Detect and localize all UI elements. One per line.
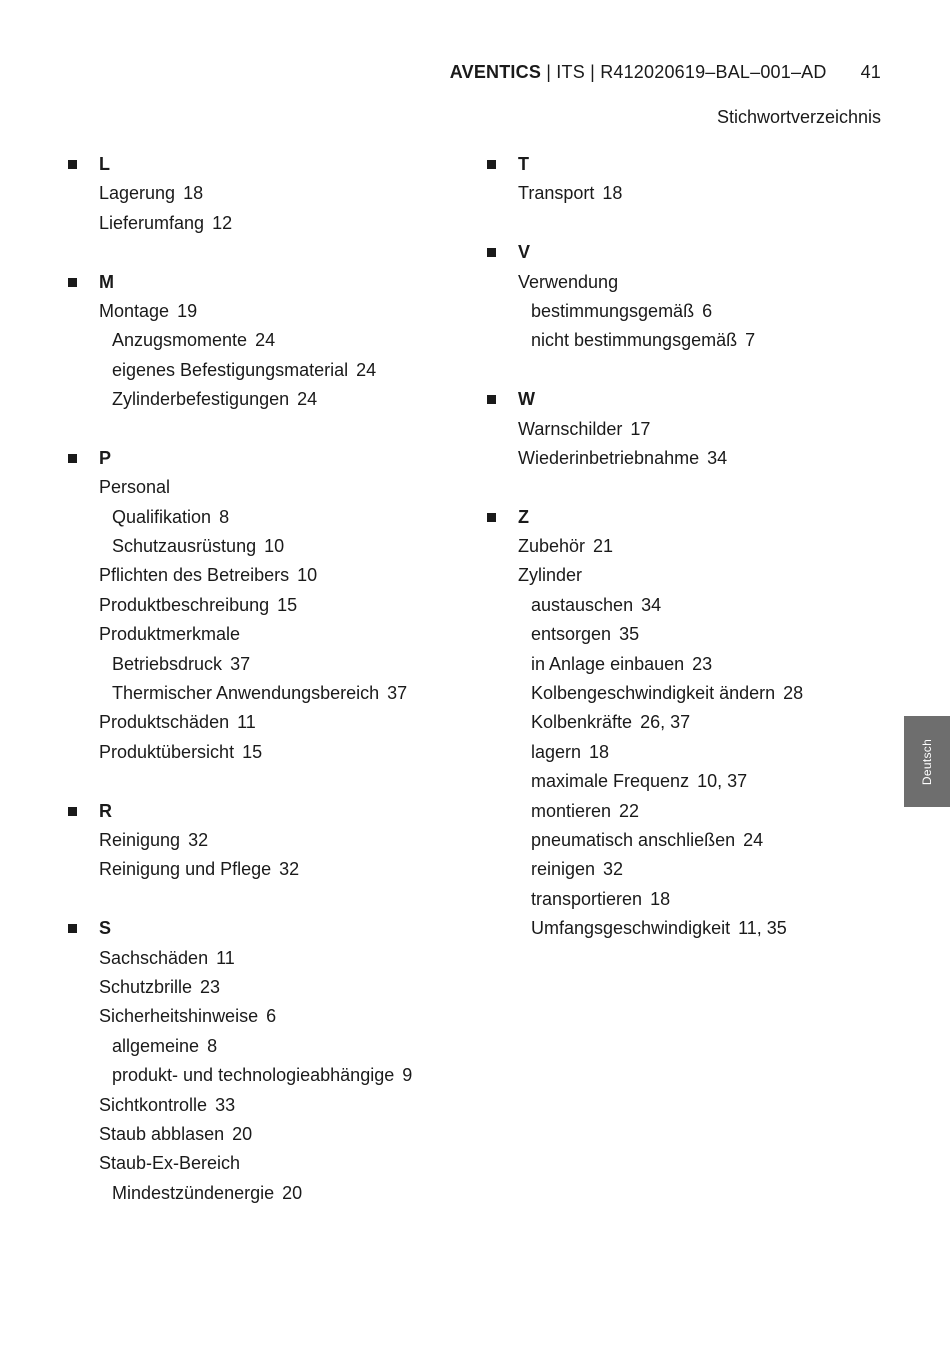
index-entry: [68, 708, 468, 737]
index-term: Schutzbrille: [99, 976, 193, 997]
index-page-ref[interactable]: 32: [188, 829, 209, 850]
index-term: Pflichten des Betreibers: [99, 565, 290, 586]
index-term: Lieferumfang: [99, 212, 205, 233]
index-term: pneumatisch anschließen: [531, 829, 736, 850]
index-page-ref[interactable]: 15: [277, 594, 298, 615]
index-page-ref[interactable]: 26, 37: [640, 712, 691, 733]
index-entry: [68, 591, 468, 620]
brand-name: AVENTICS: [449, 62, 542, 82]
square-bullet-icon: [68, 454, 77, 463]
index-page-ref[interactable]: 23: [200, 976, 221, 997]
index-entry: [68, 1149, 468, 1178]
index-page-ref[interactable]: 18: [650, 888, 671, 909]
index-entry: [487, 179, 887, 208]
index-term: Produktübersicht: [99, 741, 235, 762]
index-term: Sachschäden: [99, 947, 209, 968]
index-letter: S: [99, 918, 112, 939]
index-letter-heading: [68, 268, 468, 297]
index-subentry: [487, 738, 887, 767]
index-term: Montage: [99, 300, 170, 321]
index-page-ref[interactable]: 34: [641, 594, 662, 615]
language-tab[interactable]: [904, 716, 950, 807]
index-page-ref[interactable]: 23: [692, 653, 713, 674]
index-subentry: [487, 326, 887, 355]
index-term: Qualifikation: [112, 506, 212, 527]
index-page-ref[interactable]: 32: [603, 859, 624, 880]
index-term: Kolbenkräfte: [531, 712, 633, 733]
index-term: Produktbeschreibung: [99, 594, 270, 615]
index-term: eigenes Befestigungsmaterial: [112, 359, 349, 380]
index-page-ref[interactable]: 24: [255, 330, 276, 351]
index-subentry: [487, 914, 887, 943]
index-term: Produktmerkmale: [99, 624, 241, 645]
index-subentry: [487, 297, 887, 326]
index-letter-heading: [68, 914, 468, 943]
index-page-ref[interactable]: 10: [297, 565, 318, 586]
index-subentry: [487, 885, 887, 914]
index-page-ref[interactable]: 10: [264, 536, 285, 557]
index-group-t: [487, 150, 887, 209]
index-letter-heading: [68, 150, 468, 179]
index-page-ref[interactable]: 20: [282, 1182, 303, 1203]
index-page-ref[interactable]: 24: [743, 829, 764, 850]
index-page-ref[interactable]: 12: [212, 212, 233, 233]
index-page-ref[interactable]: 10, 37: [697, 771, 748, 792]
square-bullet-icon: [487, 513, 496, 522]
index-entry: [487, 561, 887, 590]
index-page-ref[interactable]: 6: [266, 1006, 277, 1027]
index-group-r: [68, 797, 468, 885]
index-term: austauschen: [531, 594, 634, 615]
index-entry: [68, 855, 468, 884]
index-term: lagern: [531, 741, 582, 762]
index-term: reinigen: [531, 859, 596, 880]
index-group-p: [68, 444, 468, 767]
index-entry: [68, 620, 468, 649]
index-term: Produktschäden: [99, 712, 230, 733]
index-group-v: [487, 238, 887, 356]
index-letter: W: [518, 389, 535, 410]
language-tab-label: Deutsch: [920, 738, 934, 785]
index-subentry: [68, 1179, 468, 1208]
index-term: Zubehör: [518, 536, 586, 557]
index-term: Zylinderbefestigungen: [112, 389, 290, 410]
square-bullet-icon: [487, 248, 496, 257]
index-subentry: [487, 591, 887, 620]
index-term: Thermischer Anwendungsbereich: [112, 683, 380, 704]
index-term: allgemeine: [112, 1035, 200, 1056]
index-page-ref[interactable]: 11: [237, 712, 256, 733]
running-header: [450, 62, 881, 83]
index-subentry: [487, 767, 887, 796]
index-page-ref[interactable]: 11: [216, 947, 235, 968]
index-page-ref[interactable]: 17: [630, 418, 651, 439]
index-group-z: [487, 503, 887, 944]
index-column-left: [68, 150, 468, 1237]
index-group-w: [487, 385, 887, 473]
index-term: Lagerung: [99, 183, 176, 204]
index-term: Staub abblasen: [99, 1123, 225, 1144]
index-letter: R: [99, 800, 112, 821]
index-subentry: [68, 1032, 468, 1061]
index-subentry: [68, 356, 468, 385]
index-subentry: [487, 855, 887, 884]
index-letter: M: [99, 271, 114, 292]
index-letter-heading: [68, 444, 468, 473]
index-term: Anzugsmomente: [112, 330, 248, 351]
index-letter: T: [518, 154, 529, 174]
index-page-ref[interactable]: 18: [589, 741, 610, 762]
index-page-ref[interactable]: 11, 35: [738, 918, 787, 939]
index-page-ref[interactable]: 32: [279, 859, 300, 880]
index-page-ref[interactable]: 33: [215, 1094, 236, 1115]
index-page-ref[interactable]: 24: [356, 359, 377, 380]
index-subentry: [487, 650, 887, 679]
index-term: Schutzausrüstung: [112, 536, 257, 557]
index-entry: [487, 415, 887, 444]
index-entry: [68, 944, 468, 973]
index-page-ref[interactable]: 8: [219, 506, 230, 527]
index-term: maximale Frequenz: [531, 771, 690, 792]
index-group-l: [68, 150, 468, 238]
square-bullet-icon: [487, 395, 496, 404]
page-number: 41: [860, 62, 881, 82]
index-page-ref[interactable]: 37: [230, 653, 251, 674]
index-subentry: [487, 708, 887, 737]
index-term: Zylinder: [518, 565, 583, 586]
index-term: montieren: [531, 800, 612, 821]
index-page-ref[interactable]: 9: [402, 1065, 413, 1086]
index-term: Staub-Ex-Bereich: [99, 1153, 241, 1174]
index-letter-heading: [487, 385, 887, 414]
index-term: Betriebsdruck: [112, 653, 223, 674]
index-term: produkt- und technologieabhängige: [112, 1065, 395, 1086]
document-id: | ITS | R412020619–BAL–001–AD: [541, 62, 827, 82]
index-term: Verwendung: [518, 271, 619, 292]
square-bullet-icon: [68, 278, 77, 287]
index-letter: L: [99, 154, 110, 174]
index-page-ref[interactable]: 19: [177, 300, 198, 321]
index-entry: [68, 179, 468, 208]
index-page-ref[interactable]: 34: [707, 447, 728, 468]
square-bullet-icon: [68, 160, 77, 169]
square-bullet-icon: [68, 807, 77, 816]
index-group-m: [68, 268, 468, 415]
index-entry: [68, 826, 468, 855]
index-page-ref[interactable]: 35: [619, 624, 640, 645]
index-term: Reinigung: [99, 829, 181, 850]
index-term: Reinigung und Pflege: [99, 859, 272, 880]
index-term: Transport: [518, 183, 595, 204]
index-term: in Anlage einbauen: [531, 653, 685, 674]
index-subentry: [68, 679, 468, 708]
index-entry: [68, 209, 468, 238]
index-term: entsorgen: [531, 624, 612, 645]
index-entry: [487, 532, 887, 561]
index-term: Kolbengeschwindigkeit ändern: [531, 683, 776, 704]
index-entry: [68, 1091, 468, 1120]
index-letter-heading: [487, 238, 887, 267]
index-entry: [68, 1120, 468, 1149]
index-page-ref[interactable]: 15: [242, 741, 263, 762]
index-term: Sichtkontrolle: [99, 1094, 208, 1115]
index-term: transportieren: [531, 888, 643, 909]
index-letter-heading: [487, 503, 887, 532]
index-subentry: [68, 532, 468, 561]
index-subentry: [68, 385, 468, 414]
index-subentry: [487, 620, 887, 649]
index-entry: [68, 1002, 468, 1031]
index-term: Wiederinbetriebnahme: [518, 447, 700, 468]
index-entry: [68, 973, 468, 1002]
index-letter: P: [99, 447, 112, 468]
index-page-ref[interactable]: 20: [232, 1123, 253, 1144]
index-entry: [68, 738, 468, 767]
index-subentry: [68, 503, 468, 532]
index-subentry: [487, 679, 887, 708]
index-page-ref[interactable]: 21: [593, 536, 614, 557]
square-bullet-icon: [68, 924, 77, 933]
index-term: bestimmungsgemäß: [531, 300, 695, 321]
index-page-ref[interactable]: 18: [183, 183, 204, 204]
index-letter: V: [518, 242, 531, 263]
index-group-s: [68, 914, 468, 1208]
index-term: nicht bestimmungsgemäß: [531, 330, 738, 351]
index-letter: Z: [518, 506, 529, 527]
index-page-ref[interactable]: 24: [297, 389, 318, 410]
index-entry: [487, 444, 887, 473]
index-page-ref[interactable]: 22: [619, 800, 640, 821]
index-page-ref[interactable]: 8: [207, 1035, 218, 1056]
index-subentry: [487, 826, 887, 855]
index-letter-heading: [68, 797, 468, 826]
section-title: Stichwortverzeichnis: [716, 107, 881, 127]
index-subentry: [68, 1061, 468, 1090]
index-subentry: [68, 326, 468, 355]
index-subentry: [487, 797, 887, 826]
index-page-ref[interactable]: 28: [783, 683, 804, 704]
index-entry: [68, 473, 468, 502]
index-term: Personal: [99, 477, 171, 498]
index-entry: [68, 297, 468, 326]
index-column-right: [487, 150, 887, 973]
index-term: Mindestzündenergie: [112, 1182, 275, 1203]
index-letter-heading: [487, 150, 887, 179]
index-page-ref[interactable]: 18: [602, 183, 623, 204]
index-subentry: [68, 650, 468, 679]
index-entry: [487, 268, 887, 297]
index-term: Umfangsgeschwindigkeit: [531, 918, 731, 939]
index-page-ref[interactable]: 7: [745, 330, 756, 351]
index-page-ref[interactable]: 6: [702, 300, 713, 321]
index-term: Sicherheitshinweise: [99, 1006, 259, 1027]
square-bullet-icon: [487, 160, 496, 169]
index-term: Warnschilder: [518, 418, 623, 439]
index-page-ref[interactable]: 37: [387, 683, 408, 704]
index-entry: [68, 561, 468, 590]
